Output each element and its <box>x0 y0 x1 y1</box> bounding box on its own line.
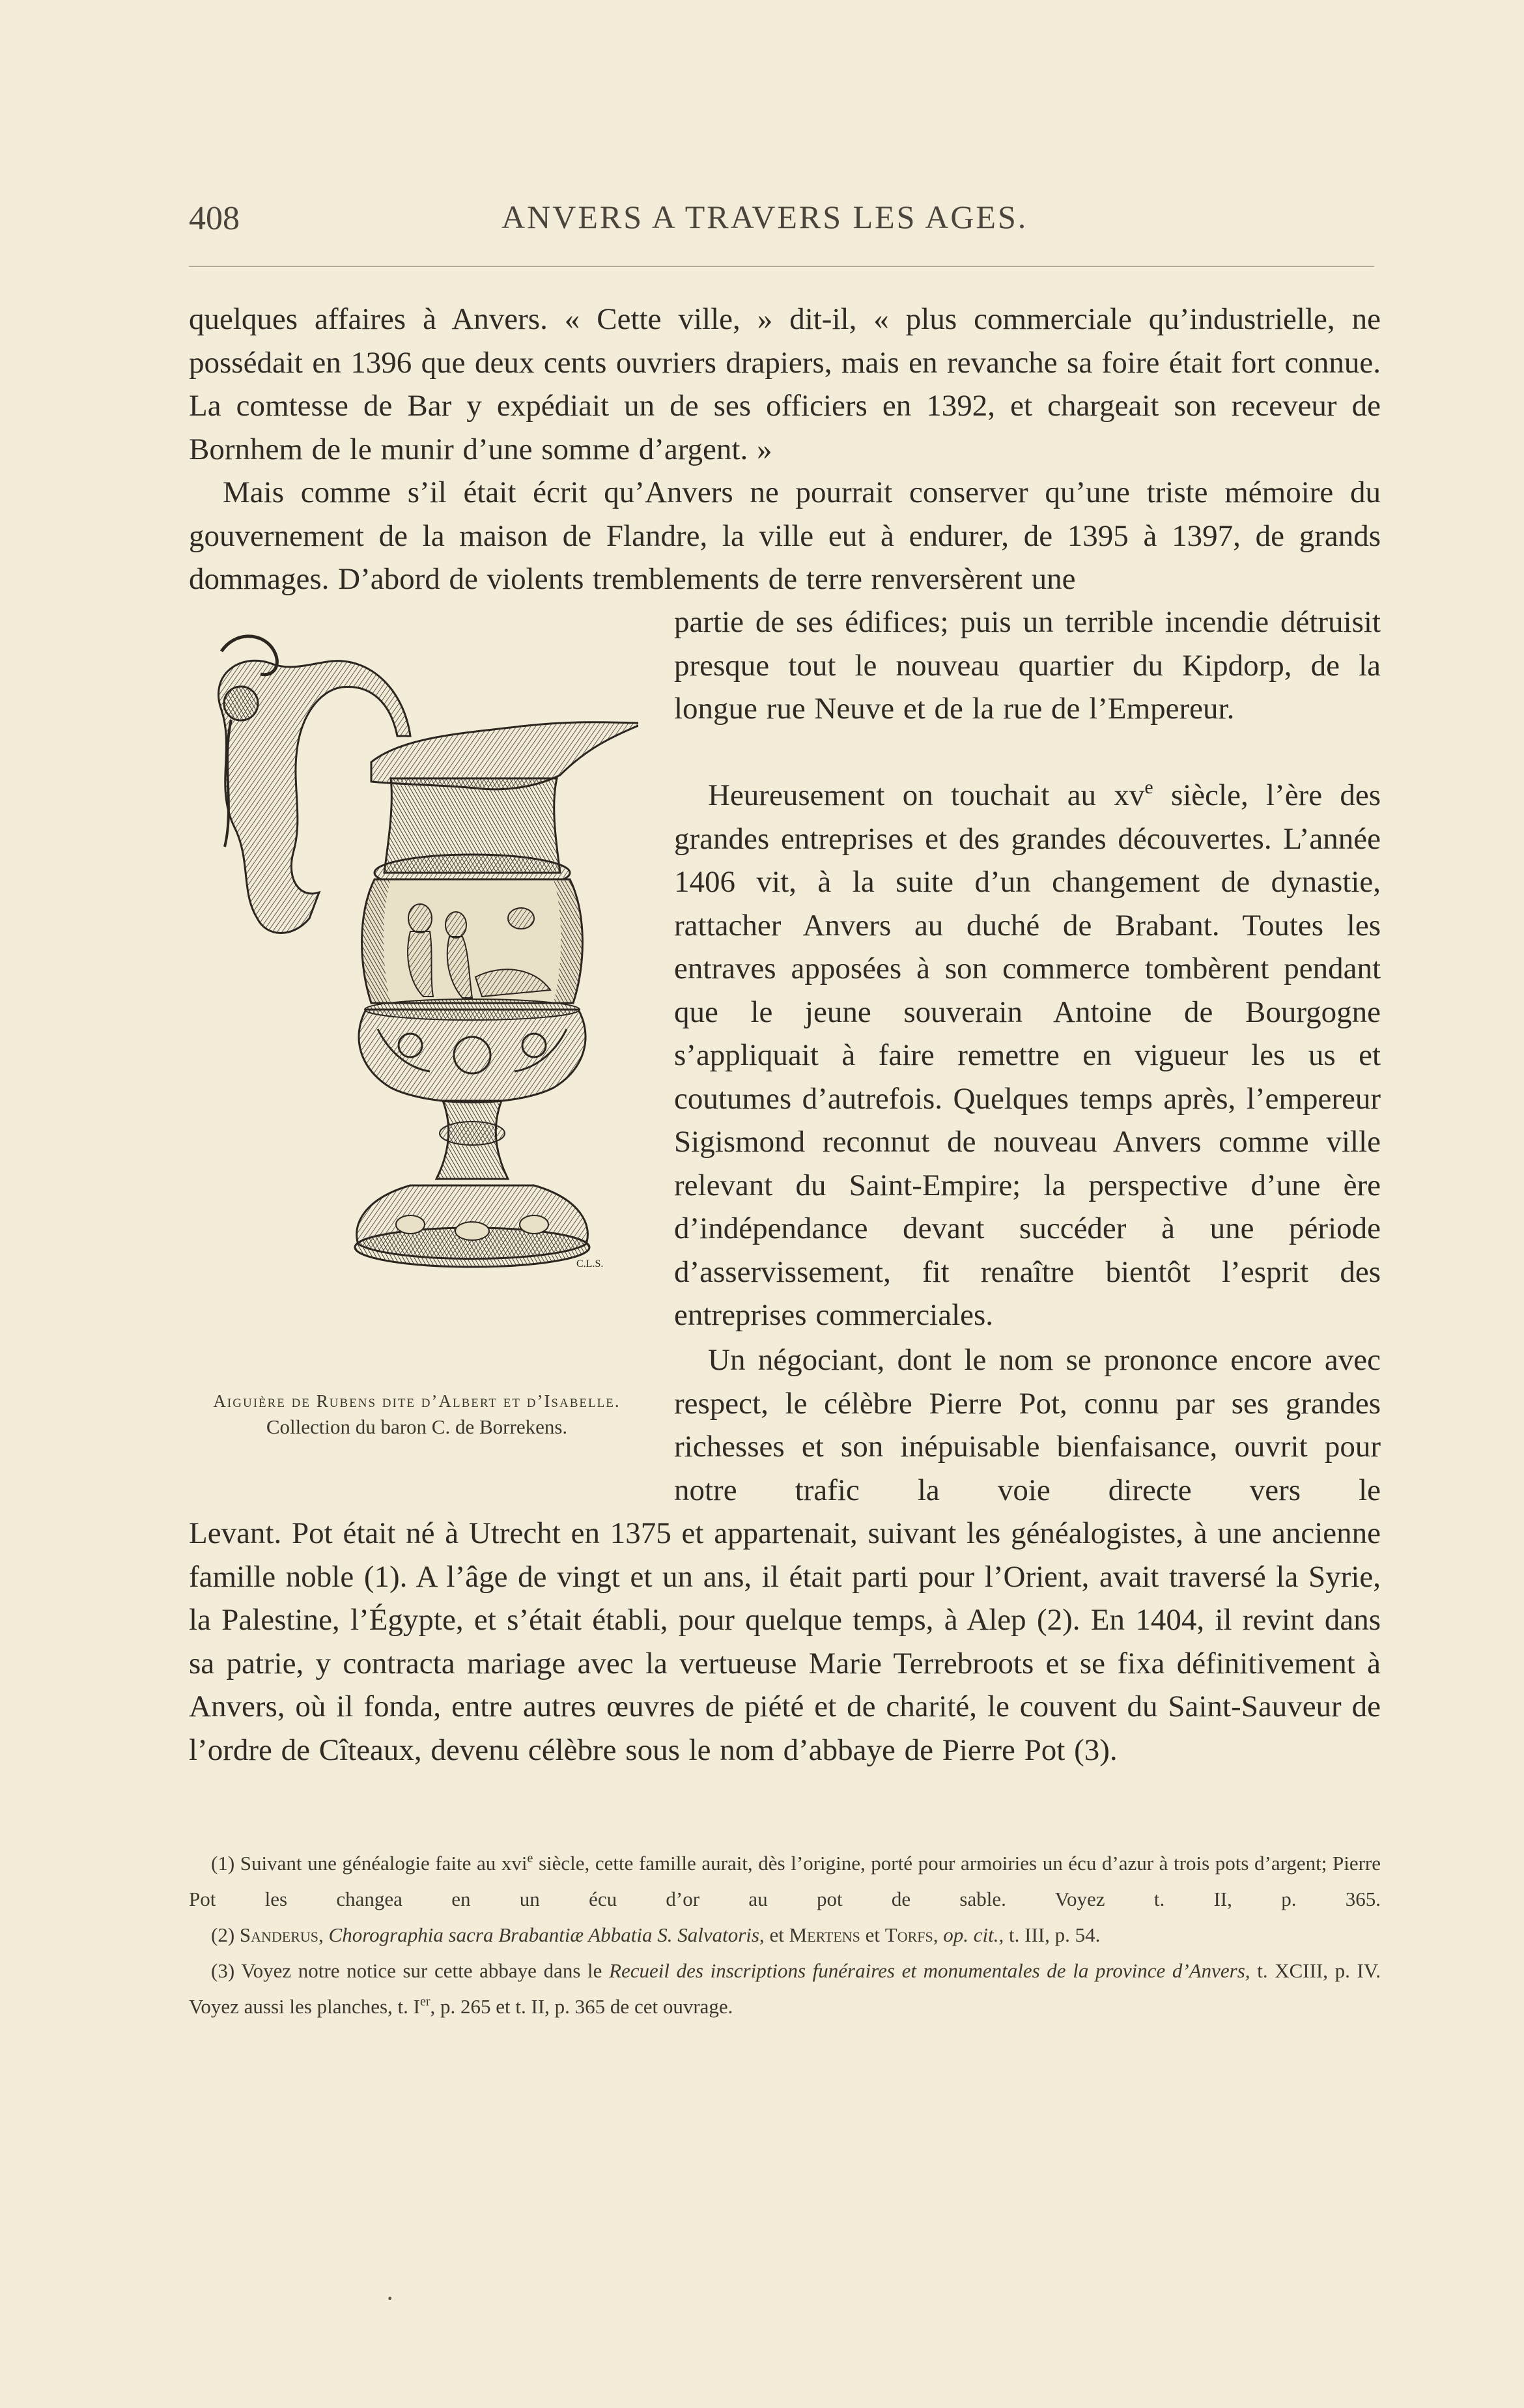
paragraph-4 <box>189 1512 1381 1772</box>
paragraph-2-text: Mais comme s’il était écrit qu’Anvers ne pourrait conserver qu’une triste mémoire du gouvernement de la maison de Flandre, la ville eut à endurer, de 1395 à 1397, de grands dommages. D’abord de violents tremblements de terre renversèrent une <box>189 475 1381 596</box>
ewer-illustration <box>195 612 638 1381</box>
footnote-2-prefix: (2) <box>211 1923 240 1946</box>
paragraph-1 <box>189 298 1381 471</box>
footnote-1-text-a: (1) Suivant une généalogie faite au xvi <box>211 1852 528 1875</box>
paragraph-3-text-a: Heureusement on touchait au xv <box>708 778 1145 812</box>
engraver-mark: C.L.S. <box>576 1258 604 1269</box>
footnote-1 <box>189 1845 1381 1917</box>
header-rule <box>189 266 1374 267</box>
paragraph-3-text-b: siècle, l’ère des grandes entreprises et des grandes découvertes. L’année 1406 vit, à la suite d’un changement de dynastie, rattacher Anvers au duché de Brabant. Toutes les entraves apposées à son commerce tombèrent pendant que le jeune souverain Antoine de Bourgogne s’appliquait à faire remettre en vigueur les us et coutumes d’autrefois. Quelques temps après, l’empereur Sigismond reconnut de nouveau Anvers comme ville relevant du Saint-Empire; la perspective d’une ère d’indépendance devant succéder à une période d’asservissement, fit renaître bientôt l’esprit des entreprises commerciales. <box>674 778 1381 1332</box>
paragraph-2-wrap <box>674 601 1381 731</box>
footnote-3-prefix: (3) Voyez notre notice sur cette abbaye dans le <box>211 1959 610 1982</box>
footnote-2-author-2: Mertens <box>789 1923 860 1946</box>
paragraph-1-text: quelques affaires à Anvers. « Cette ville, » dit-il, « plus commerciale qu’industrielle, ne possédait en 1396 que deux cents ouvriers drapiers, mais en revanche sa foire était fort connue. La comtesse de Bar y expédiait un de ses officiers en 1392, et chargeait son receveur de Bornhem de le munir d’une somme d’argent. » <box>189 302 1381 466</box>
footnote-2 <box>189 1917 1381 1953</box>
superscript: e <box>1144 776 1153 798</box>
paragraph-4-wrap-text: Un négociant, dont le nom se prononce encore avec respect, le célèbre Pierre Pot, connu par ses grandes richesses et son inépuisable bienfaisance, ouvrit pour notre trafic la voie directe vers le <box>674 1343 1381 1507</box>
paragraph-2 <box>189 471 1381 601</box>
footnote-2-title-2: op. cit., <box>938 1923 1004 1946</box>
paragraph-3 <box>674 774 1381 1337</box>
ink-speck: · <box>386 2284 395 2313</box>
footnote-3-title: Recueil des inscriptions funéraires et monumentales de la province d’Anvers, <box>609 1959 1250 1982</box>
footnote-3-end: , p. 265 et t. II, p. 365 de cet ouvrage. <box>430 1995 733 2018</box>
footnote-3 <box>189 1953 1381 2024</box>
footnote-3-superscript: er <box>420 1994 430 2009</box>
footnote-2-end: t. III, p. 54. <box>1004 1923 1101 1946</box>
footnote-2-author-3: Torfs, <box>884 1923 938 1946</box>
caption-collection: Collection du baron C. de Borrekens. <box>266 1415 568 1438</box>
paragraph-2-wrap-text: partie de ses édifices; puis un terrible incendie détruisit presque tout le nouveau quartier du Kipdorp, de la longue rue Neuve et de la rue de l’Empereur. <box>674 605 1381 726</box>
footnote-2-mid: et <box>764 1923 789 1946</box>
footnote-1-superscript: e <box>527 1851 533 1865</box>
footnote-2-mid-2: et <box>860 1923 885 1946</box>
page-number: 408 <box>189 200 240 237</box>
footnote-3-mid: t. XCIII, p. IV. Voyez aussi les planches, t. I <box>189 1959 1381 2018</box>
paragraph-4-wrap <box>674 1339 1381 1512</box>
ewer-engraving <box>195 612 638 1381</box>
running-title: ANVERS A TRAVERS LES AGES. <box>501 199 1028 235</box>
footnote-2-title-1: Chorographia sacra Brabantiæ Abbatia S. Salvatoris, <box>323 1923 765 1946</box>
paragraph-4-text: Levant. Pot était né à Utrecht en 1375 et appartenait, suivant les généalogistes, à une ancienne famille noble (1). A l’âge de vingt et un ans, il était parti pour l’Orient, avait traversé la Syrie, la Palestine, l’Égypte, et s’était établi, pour quelque temps, à Alep (2). En 1404, il revint dans sa patrie, y contracta mariage avec la vertueuse Marie Terrebroots et se fixa définitivement à Anvers, où il fonda, entre autres œuvres de piété et de charité, le couvent du Saint-Sauveur de l’ordre de Cîteaux, devenu célèbre sous le nom d’abbaye de Pierre Pot (3). <box>189 1516 1381 1767</box>
figure-caption <box>195 1389 638 1441</box>
footnote-2-author-1: Sanderus, <box>239 1923 324 1946</box>
caption-title: Aiguière de Rubens dite d’Albert et d’Isabelle. <box>213 1391 621 1411</box>
footnote-1-text-b: siècle, cette famille aurait, dès l’origine, porté pour armoiries un écu d’azur à trois pots d’argent; Pierre Pot les changea en un écu d’or au pot de sable. Voyez t. II, p. 365. <box>189 1852 1381 1910</box>
